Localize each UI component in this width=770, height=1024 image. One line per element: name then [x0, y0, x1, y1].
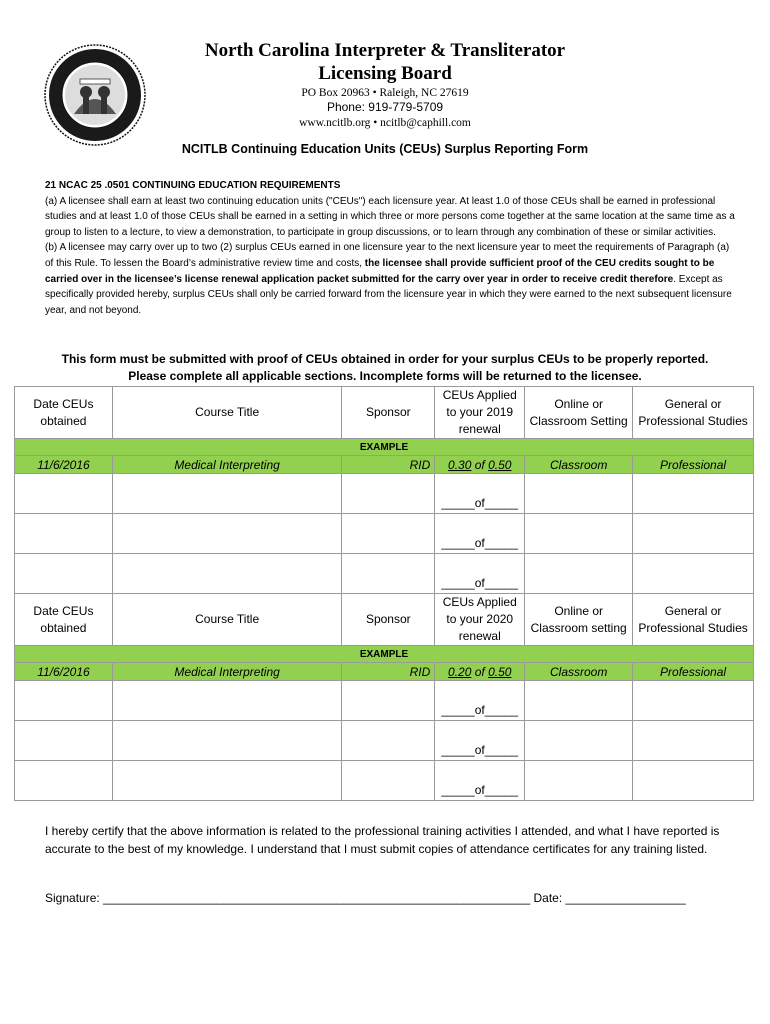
setting-cell[interactable]	[525, 761, 633, 801]
para-b-end: . Except as specifically provided hereby, surplus CEUs shall only be carried forward from the licensure year in which they were earned to the next subsequent licensure year, and not beyond.	[45, 273, 732, 316]
phone-number: Phone: 919-779-5709	[326, 100, 444, 114]
table2-entry-row[interactable]	[15, 721, 754, 761]
title-cell[interactable]	[112, 514, 342, 554]
example-sponsor: RID	[342, 663, 435, 681]
setting-cell[interactable]	[525, 554, 633, 594]
col-date-header: Date CEUs obtained	[15, 387, 113, 439]
ceu-table	[14, 386, 754, 801]
signature-label: Signature:	[45, 891, 104, 905]
example-setting: Classroom	[525, 456, 633, 474]
title-cell[interactable]	[112, 474, 342, 514]
para-b-bold: the licensee shall provide sufficient proof of the CEU credits sought to be carried over in the licensee’s license renewal application packet submitted for the carry over year in order to receive credit therefore	[45, 257, 715, 285]
col-sponsor-header: Sponsor	[342, 594, 435, 646]
type-cell[interactable]	[633, 761, 754, 801]
col-date-header: Date CEUs obtained	[15, 594, 113, 646]
setting-cell[interactable]	[525, 721, 633, 761]
notice-line1: This form must be submitted with proof of CEUs obtained in order for your surplus CEUs to be properly reported.	[61, 352, 709, 366]
table1-header-row	[15, 387, 754, 439]
applied-cell[interactable]: _____of_____	[435, 514, 525, 554]
requirements-para-a: (a) A licensee shall earn at least two continuing education units ("CEUs") each licensure year. At least 1.0 of those CEUs shall be earned in professional studies and at least 1.0 of those CEUs shall be earned in a setting in which three or more persons come together at the same location at the same time as a group to listen to a lecture, to view a demonstration, to participate in group discussions, or to learn through any combination of these or similar activities.	[45, 195, 735, 238]
date-field[interactable]: __________________	[565, 891, 686, 905]
example-title: Medical Interpreting	[112, 663, 342, 681]
type-cell[interactable]	[633, 721, 754, 761]
sponsor-cell[interactable]	[342, 721, 435, 761]
applied-cell[interactable]: _____of_____	[435, 721, 525, 761]
date-cell[interactable]	[15, 514, 113, 554]
example-total-value: 0.50	[488, 457, 512, 472]
notice-line2: Please complete all applicable sections. Incomplete forms will be returned to the licensee.	[128, 369, 642, 383]
example-applied-value: 0.20	[448, 664, 472, 679]
table2-example-label-row	[15, 646, 754, 663]
website-email: www.ncitlb.org • ncitlb@caphill.com	[299, 117, 471, 129]
col-type-header: General or Professional Studies	[633, 594, 754, 646]
example-type: Professional	[633, 456, 754, 474]
para-b-text: (b) A licensee may carry over up to two (2) surplus CEUs earned in one licensure year to the next licensure year to meet the requirements of Paragraph (a) of this Rule. To lessen the Board’s administrative review time and costs,	[45, 242, 730, 269]
example-setting: Classroom	[525, 663, 633, 681]
type-cell[interactable]	[633, 514, 754, 554]
example-of: of	[471, 664, 489, 679]
requirements-section	[45, 178, 735, 318]
table1-example-label-row	[15, 439, 754, 456]
example-applied	[435, 456, 525, 474]
example-of: of	[471, 457, 489, 472]
table2-entry-row[interactable]	[15, 681, 754, 721]
setting-cell[interactable]	[525, 514, 633, 554]
col-setting-header: Online or Classroom Setting	[525, 387, 633, 439]
date-cell[interactable]	[15, 474, 113, 514]
date-cell[interactable]	[15, 761, 113, 801]
col-title-header: Course Title	[112, 594, 342, 646]
date-label: Date:	[530, 891, 566, 905]
example-label: EXAMPLE	[15, 439, 754, 456]
col-applied-header: CEUs Applied to your 2019 renewal	[435, 387, 525, 439]
type-cell[interactable]	[633, 554, 754, 594]
example-date: 11/6/2016	[15, 456, 113, 474]
example-type: Professional	[633, 663, 754, 681]
sponsor-cell[interactable]	[342, 761, 435, 801]
title-cell[interactable]	[112, 721, 342, 761]
applied-cell[interactable]: _____of_____	[435, 761, 525, 801]
date-cell[interactable]	[15, 721, 113, 761]
example-sponsor: RID	[342, 456, 435, 474]
sponsor-cell[interactable]	[342, 681, 435, 721]
example-applied-value: 0.30	[448, 457, 472, 472]
col-applied-header: CEUs Applied to your 2020 renewal	[435, 594, 525, 646]
type-cell[interactable]	[633, 474, 754, 514]
certification-statement: I hereby certify that the above information is related to the professional training activities I attended, and what I have reported is accurate to the best of my knowledge. I understand that I must submit copies of attendance certificates for any training listed.	[45, 824, 720, 856]
requirements-para-b	[45, 240, 735, 318]
col-sponsor-header: Sponsor	[342, 387, 435, 439]
table1-entry-row[interactable]	[15, 514, 754, 554]
applied-cell[interactable]: _____of_____	[435, 681, 525, 721]
org-name-line1: North Carolina Interpreter & Transliterator	[204, 40, 566, 61]
sponsor-cell[interactable]	[342, 554, 435, 594]
sponsor-cell[interactable]	[342, 474, 435, 514]
col-setting-header: Online or Classroom setting	[525, 594, 633, 646]
applied-cell[interactable]: _____of_____	[435, 474, 525, 514]
type-cell[interactable]	[633, 681, 754, 721]
example-total-value: 0.50	[488, 664, 512, 679]
setting-cell[interactable]	[525, 681, 633, 721]
requirements-heading: 21 NCAC 25 .0501 CONTINUING EDUCATION REQUIREMENTS	[45, 180, 341, 191]
example-label: EXAMPLE	[15, 646, 754, 663]
org-name-line2: Licensing Board	[318, 63, 452, 84]
sponsor-cell[interactable]	[342, 514, 435, 554]
table2-entry-row[interactable]	[15, 761, 754, 801]
mailing-address: PO Box 20963 • Raleigh, NC 27619	[301, 87, 469, 99]
title-cell[interactable]	[112, 681, 342, 721]
date-cell[interactable]	[15, 681, 113, 721]
col-type-header: General or Professional Studies	[633, 387, 754, 439]
title-cell[interactable]	[112, 761, 342, 801]
applied-cell[interactable]: _____of_____	[435, 554, 525, 594]
table2-example-row	[15, 663, 754, 681]
table1-entry-row[interactable]	[15, 474, 754, 514]
form-title: NCITLB Continuing Education Units (CEUs) Surplus Reporting Form	[181, 142, 589, 156]
example-applied	[435, 663, 525, 681]
signature-field[interactable]: ________________________________________________________________	[103, 891, 531, 905]
setting-cell[interactable]	[525, 474, 633, 514]
example-date: 11/6/2016	[15, 663, 113, 681]
signature-line	[45, 891, 745, 905]
table1-example-row	[15, 456, 754, 474]
date-cell[interactable]	[15, 554, 113, 594]
col-title-header: Course Title	[112, 387, 342, 439]
title-cell[interactable]	[112, 554, 342, 594]
table1-entry-row[interactable]	[15, 554, 754, 594]
table2-header-row	[15, 594, 754, 646]
example-title: Medical Interpreting	[112, 456, 342, 474]
